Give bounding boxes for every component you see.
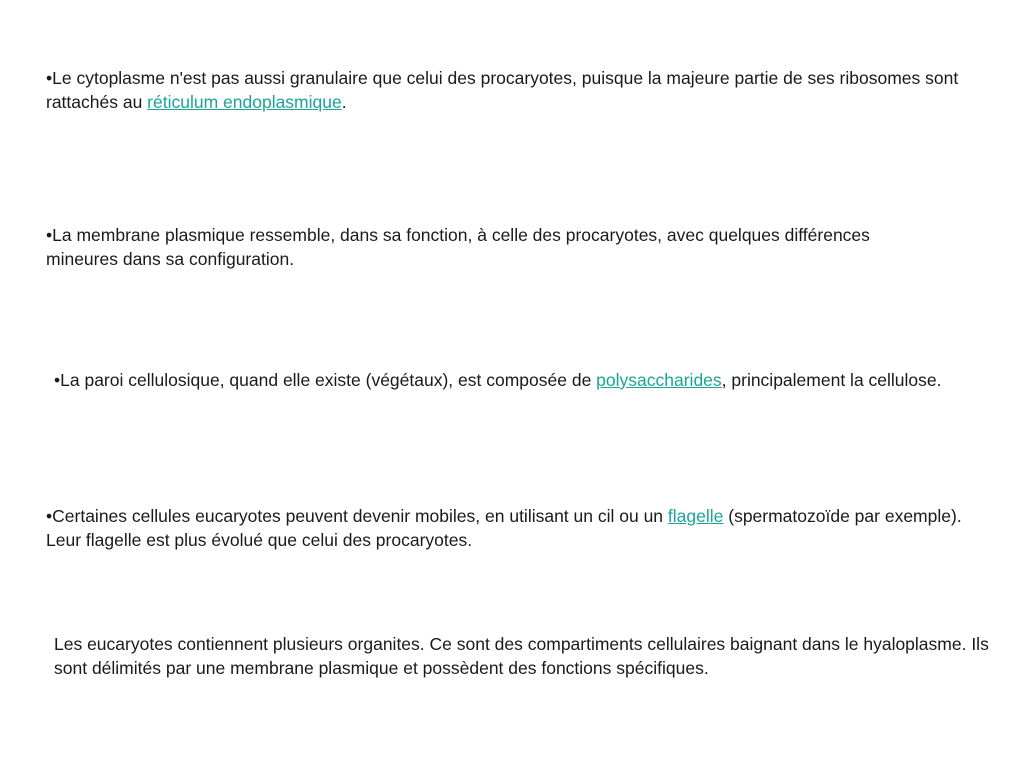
bullet: • (46, 225, 53, 245)
bullet: • (46, 68, 53, 88)
paragraph-organites-text: Les eucaryotes contiennent plusieurs organites. Ce sont des compartiments cellulaires baignant dans le hyaloplasme. Ils sont délimités par une membrane plasmique et possèdent des fonctions spécifiques. (54, 634, 989, 678)
paragraph-membrane-text: La membrane plasmique ressemble, dans sa fonction, à celle des procaryotes, avec quelques différences mineures dans sa configuration. (46, 225, 870, 269)
bullet: • (46, 506, 53, 526)
paragraph-organites (54, 632, 994, 680)
link-reticulum-endoplasmique[interactable]: réticulum endoplasmique (147, 92, 342, 112)
paragraph-mobiles-text-before: Certaines cellules eucaryotes peuvent devenir mobiles, en utilisant un cil ou un (52, 506, 668, 526)
paragraph-paroi (54, 368, 1004, 392)
link-polysaccharides[interactable]: polysaccharides (596, 370, 722, 390)
paragraph-cytoplasm-text-before: Le cytoplasme n'est pas aussi granulaire que celui des procaryotes, puisque la majeure partie de ses ribosomes sont rattachés au (46, 68, 959, 112)
paragraph-mobiles (46, 504, 986, 552)
paragraph-paroi-text-before: La paroi cellulosique, quand elle existe (végétaux), est composée de (60, 370, 597, 390)
paragraph-paroi-text-after: , principalement la cellulose. (721, 370, 942, 390)
paragraph-membrane (46, 223, 946, 271)
paragraph-mobiles-text-after: (spermatozoïde par exemple). Leur flagelle est plus évolué que celui des procaryotes. (46, 506, 962, 550)
paragraph-cytoplasm-text-after: . (341, 92, 347, 112)
link-flagelle[interactable]: flagelle (667, 506, 724, 526)
bullet: • (54, 370, 61, 390)
paragraph-cytoplasm (46, 66, 986, 114)
